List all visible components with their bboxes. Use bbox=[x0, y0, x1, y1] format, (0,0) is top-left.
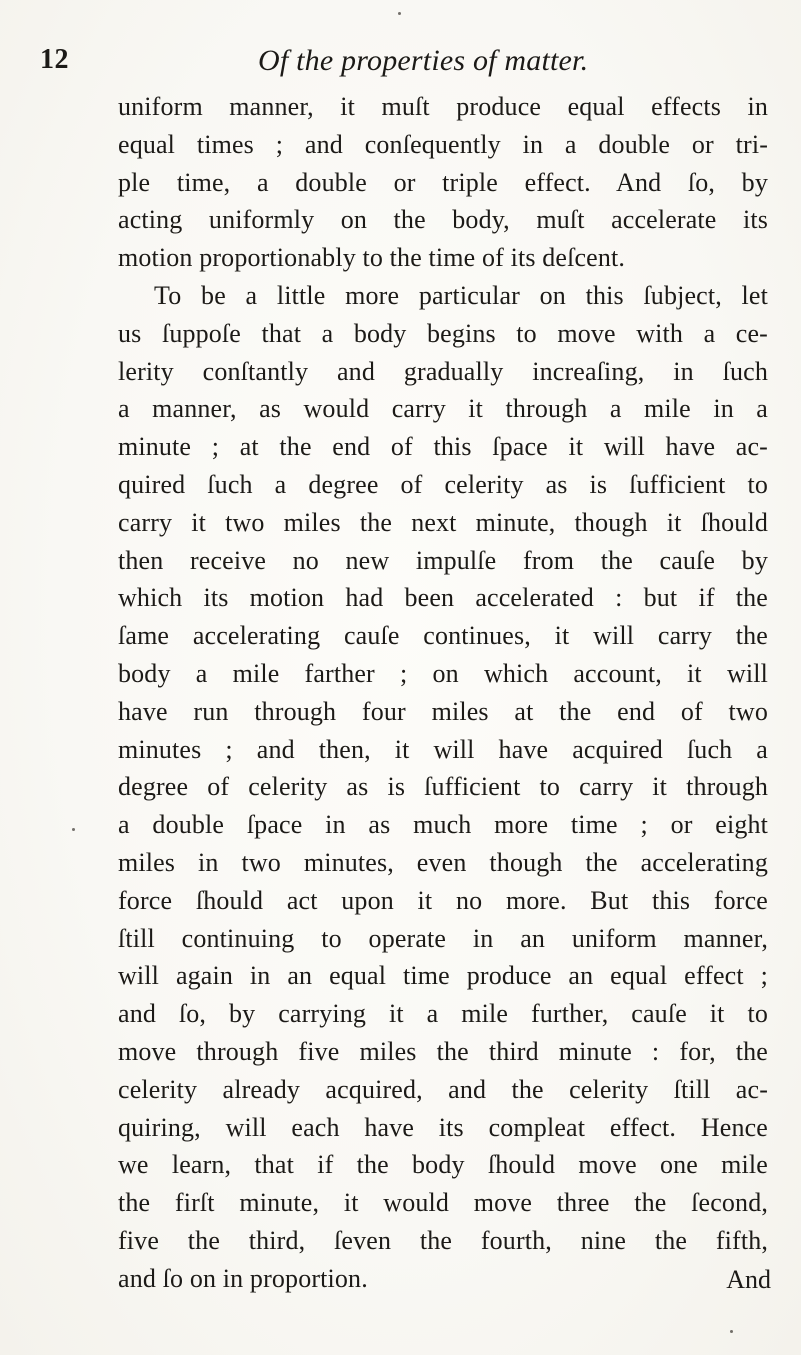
text-line: lerity conſtantly and gradually increaſing, in ſuch bbox=[118, 356, 768, 386]
text-line: have run through four miles at the end of two bbox=[118, 696, 768, 726]
text-line: five the third, ſeven the fourth, nine the fifth, bbox=[118, 1225, 768, 1255]
text-line: ſtill continuing to operate in an uniform manner, bbox=[118, 923, 768, 953]
text-line: will again in an equal time produce an equal effect ; bbox=[118, 961, 768, 991]
text-line: uniform manner, it muſt produce equal effects in bbox=[118, 92, 768, 121]
text-line: miles in two minutes, even though the accelerating bbox=[118, 847, 768, 877]
text-line: To be a little more particular on this ſubject, let bbox=[154, 280, 768, 310]
text-line: body a mile farther ; on which account, it will bbox=[118, 658, 768, 688]
page-header bbox=[34, 44, 767, 88]
text-line: us ſuppoſe that a body begins to move with a ce- bbox=[118, 318, 768, 348]
print-speck bbox=[72, 828, 75, 831]
text-line: a manner, as would carry it through a mile in a bbox=[118, 394, 768, 424]
text-line: motion proportionably to the time of its deſcent. bbox=[118, 243, 626, 273]
running-head: Of the properties of matter. bbox=[258, 44, 589, 77]
text-line: minutes ; and then, it will have acquired ſuch a bbox=[118, 734, 768, 764]
print-speck bbox=[398, 12, 401, 15]
text-line: and ſo on in proportion. bbox=[118, 1263, 368, 1293]
text-line: acting uniformly on the body, muſt accelerate its bbox=[118, 205, 768, 235]
text-line: and ſo, by carrying it a mile further, cauſe it to bbox=[118, 999, 768, 1029]
text-line: carry it two miles the next minute, though it ſhould bbox=[118, 507, 768, 537]
text-line: equal times ; and conſequently in a double or tri- bbox=[118, 129, 768, 159]
text-line: celerity already acquired, and the celerity ſtill ac- bbox=[118, 1074, 768, 1104]
catchword: And bbox=[726, 1265, 771, 1294]
text-line: a double ſpace in as much more time ; or eight bbox=[118, 810, 768, 840]
page-number: 12 bbox=[40, 44, 69, 75]
text-line: which its motion had been accelerated : but if the bbox=[118, 583, 768, 613]
text-line: ſame accelerating cauſe continues, it will carry the bbox=[118, 621, 768, 651]
text-line: force ſhould act upon it no more. But this force bbox=[118, 885, 768, 915]
text-line: minute ; at the end of this ſpace it will have ac- bbox=[118, 432, 768, 462]
text-line: we learn, that if the body ſhould move one mile bbox=[118, 1150, 768, 1180]
text-line: ple time, a double or triple effect. And ſo, by bbox=[118, 167, 768, 197]
print-speck bbox=[730, 1330, 733, 1333]
text-line: quired ſuch a degree of celerity as is ſufficient to bbox=[118, 469, 768, 499]
text-line: then receive no new impulſe from the cauſe by bbox=[118, 545, 768, 575]
text-line: the firſt minute, it would move three the ſecond, bbox=[118, 1188, 768, 1218]
text-line: quiring, will each have its compleat effect. Hence bbox=[118, 1112, 768, 1142]
text-line: degree of celerity as is ſufficient to carry it through bbox=[118, 772, 768, 802]
body-text bbox=[118, 88, 768, 1298]
text-line: move through five miles the third minute : for, the bbox=[118, 1036, 768, 1066]
